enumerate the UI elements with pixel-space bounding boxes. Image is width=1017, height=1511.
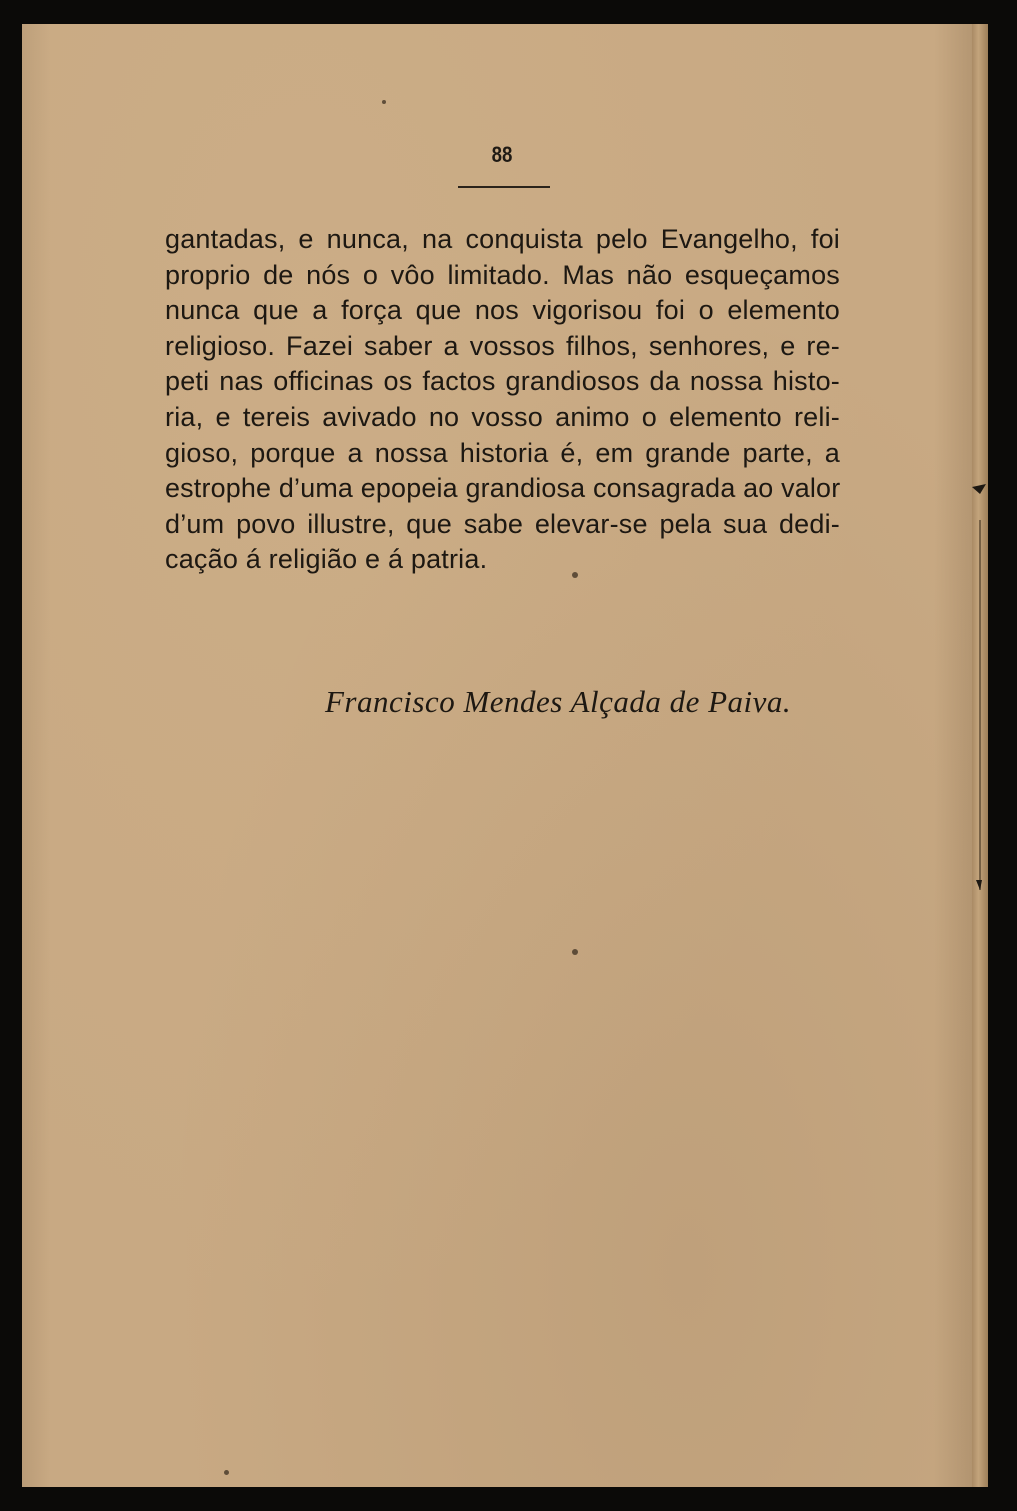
author-signature: Francisco Mendes Alçada de Paiva. bbox=[325, 684, 792, 719]
body-paragraph bbox=[165, 222, 840, 578]
page-number: 88 bbox=[491, 142, 513, 167]
scan-border-right bbox=[988, 24, 1017, 1487]
text-line: proprio de nós o vôo limitado. Mas não esqueçamos bbox=[165, 259, 840, 290]
binding-stitch-bottom bbox=[972, 880, 986, 890]
binding-thread bbox=[979, 520, 981, 890]
text-line: peti nas officinas os factos grandiosos da nossa histo- bbox=[165, 366, 840, 397]
text-line: gantadas, e nunca, na conquista pelo Evangelho, foi bbox=[165, 224, 840, 254]
text-line: nunca que a força que nos vigorisou foi o elemento bbox=[165, 295, 840, 326]
text-line: gioso, porque a nossa historia é, em grande parte, a bbox=[165, 437, 840, 468]
binding-stitch-top bbox=[972, 484, 986, 494]
text-line: religioso. Fazei saber a vossos filhos, senhores, e re- bbox=[165, 330, 840, 361]
ink-speck bbox=[572, 949, 578, 955]
text-line: ria, e tereis avivado no vosso animo o elemento reli- bbox=[165, 401, 840, 432]
header-rule bbox=[458, 186, 550, 188]
text-line: cação á religião e á patria. bbox=[165, 544, 488, 575]
text-line: d’um povo illustre, que sabe elevar-se pela sua dedi- bbox=[165, 508, 840, 539]
text-line: estrophe d’uma epopeia grandiosa consagrada ao valor bbox=[165, 473, 841, 504]
ink-speck bbox=[382, 100, 386, 104]
ink-speck bbox=[224, 1470, 229, 1475]
